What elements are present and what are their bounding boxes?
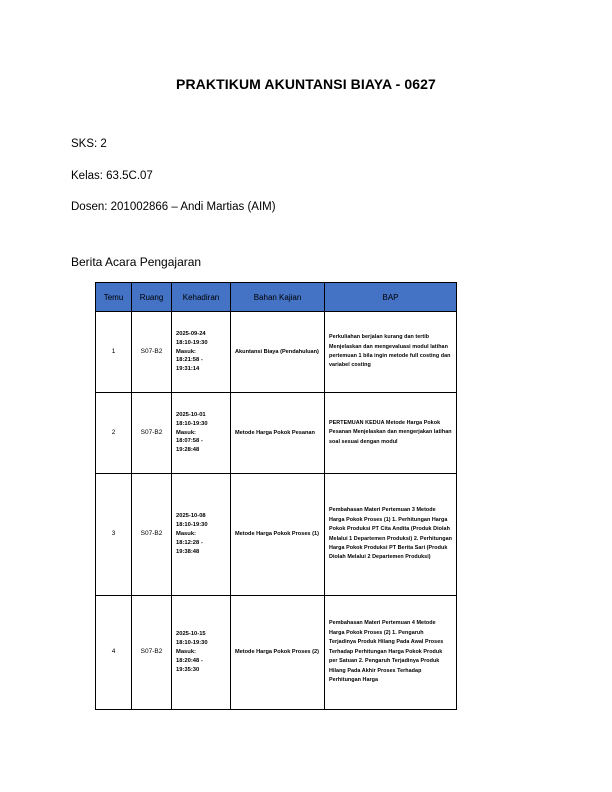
- table-row: [96, 312, 457, 393]
- table-header-row: [96, 283, 457, 312]
- table-row: [96, 596, 457, 710]
- kehadiran-time: 18:10-19:30: [176, 522, 208, 529]
- sks-info: SKS: 2: [71, 138, 107, 150]
- header-bahan-kajian: Bahan Kajian: [231, 283, 325, 312]
- cell-ruang: S07-B2: [132, 312, 172, 393]
- cell-ruang: S07-B2: [132, 393, 172, 474]
- cell-bahan-kajian: Metode Harga Pokok Pesanan: [231, 393, 325, 474]
- cell-bahan-kajian: Akuntansi Biaya (Pendahuluan): [231, 312, 325, 393]
- kehadiran-masuk-label: Masuk:: [176, 531, 196, 537]
- header-ruang: Ruang: [132, 283, 172, 312]
- kehadiran-masuk: 18:12:28 -: [176, 539, 203, 546]
- cell-ruang: S07-B2: [132, 474, 172, 596]
- header-bap: BAP: [325, 283, 457, 312]
- cell-bap: Pembahasan Materi Pertemuan 3 Metode Harga Pokok Proses (1) 1. Perhitungan Harga Pokok Produksi PT Cita Andita (Produk Diolah Melalui 1 Departemen Produksi) 2. Perhitungan Harga Pokok Produksi PT Berita Sari (Produk Diolah Melalui 2 Departemen Produksi): [325, 474, 457, 596]
- cell-bap: PERTEMUAN KEDUA Metode Harga Pokok Pesanan Menjelaskan dan mengerjakan latihan soal sesuai dengan modul: [325, 393, 457, 474]
- kehadiran-masuk-label: Masuk:: [176, 348, 196, 355]
- table-row: [96, 393, 457, 474]
- cell-temu: 4: [96, 596, 132, 710]
- kehadiran-date: 2025-10-08: [176, 513, 206, 520]
- kehadiran-masuk: 18:21:58 -: [176, 357, 203, 364]
- dosen-info: Dosen: 201002866 – Andi Martias (AIM): [71, 201, 276, 213]
- kehadiran-date: 2025-09-24: [176, 330, 206, 337]
- cell-bap: Perkuliahan berjalan kurang dan tertib Menjelaskan dan mengevaluasi modul latihan pertemuan 1 bila ingin metode full costing dan variabel costing: [325, 312, 457, 393]
- cell-temu: 2: [96, 393, 132, 474]
- kehadiran-keluar: 19:35:30: [176, 666, 200, 673]
- kehadiran-date: 2025-10-15: [176, 631, 206, 638]
- cell-kehadiran: [172, 312, 231, 393]
- kehadiran-keluar: 19:38:48: [176, 548, 200, 555]
- header-kehadiran: Kehadiran: [172, 283, 231, 312]
- kehadiran-keluar: 19:31:14: [176, 366, 200, 373]
- kehadiran-masuk: 18:20:48 -: [176, 657, 203, 664]
- kehadiran-masuk: 18:07:58 -: [176, 438, 203, 445]
- kehadiran-time: 18:10-19:30: [176, 420, 208, 427]
- header-temu: Temu: [96, 283, 132, 312]
- document-title: PRAKTIKUM AKUNTANSI BIAYA - 0627: [176, 76, 436, 92]
- cell-kehadiran: [172, 393, 231, 474]
- kehadiran-masuk-label: Masuk:: [176, 649, 196, 655]
- kelas-info: Kelas: 63.5C.07: [71, 170, 153, 182]
- kehadiran-time: 18:10-19:30: [176, 339, 208, 346]
- cell-kehadiran: [172, 596, 231, 710]
- kehadiran-keluar: 19:28:48: [176, 447, 200, 454]
- section-title: Berita Acara Pengajaran: [71, 255, 202, 269]
- bap-table: [95, 282, 457, 710]
- kehadiran-masuk-label: Masuk:: [176, 429, 196, 436]
- cell-temu: 1: [96, 312, 132, 393]
- kehadiran-time: 18:10-19:30: [176, 640, 208, 647]
- cell-kehadiran: [172, 474, 231, 596]
- cell-bap: Pembahasan Materi Pertemuan 4 Metode Harga Pokok Proses (2) 1. Pengaruh Terjadinya Produk Hilang Pada Awal Proses Terhadap Perhitungan Harga Pokok Produk per Satuan 2. Pengaruh Terjadinya Produk Hilang Pada Akhir Proses Terhadap Perhitungan Harga: [325, 596, 457, 710]
- cell-ruang: S07-B2: [132, 596, 172, 710]
- kehadiran-date: 2025-10-01: [176, 411, 206, 418]
- table-row: [96, 474, 457, 596]
- cell-temu: 3: [96, 474, 132, 596]
- cell-bahan-kajian: Metode Harga Pokok Proses (1): [231, 474, 325, 596]
- cell-bahan-kajian: Metode Harga Pokok Proses (2): [231, 596, 325, 710]
